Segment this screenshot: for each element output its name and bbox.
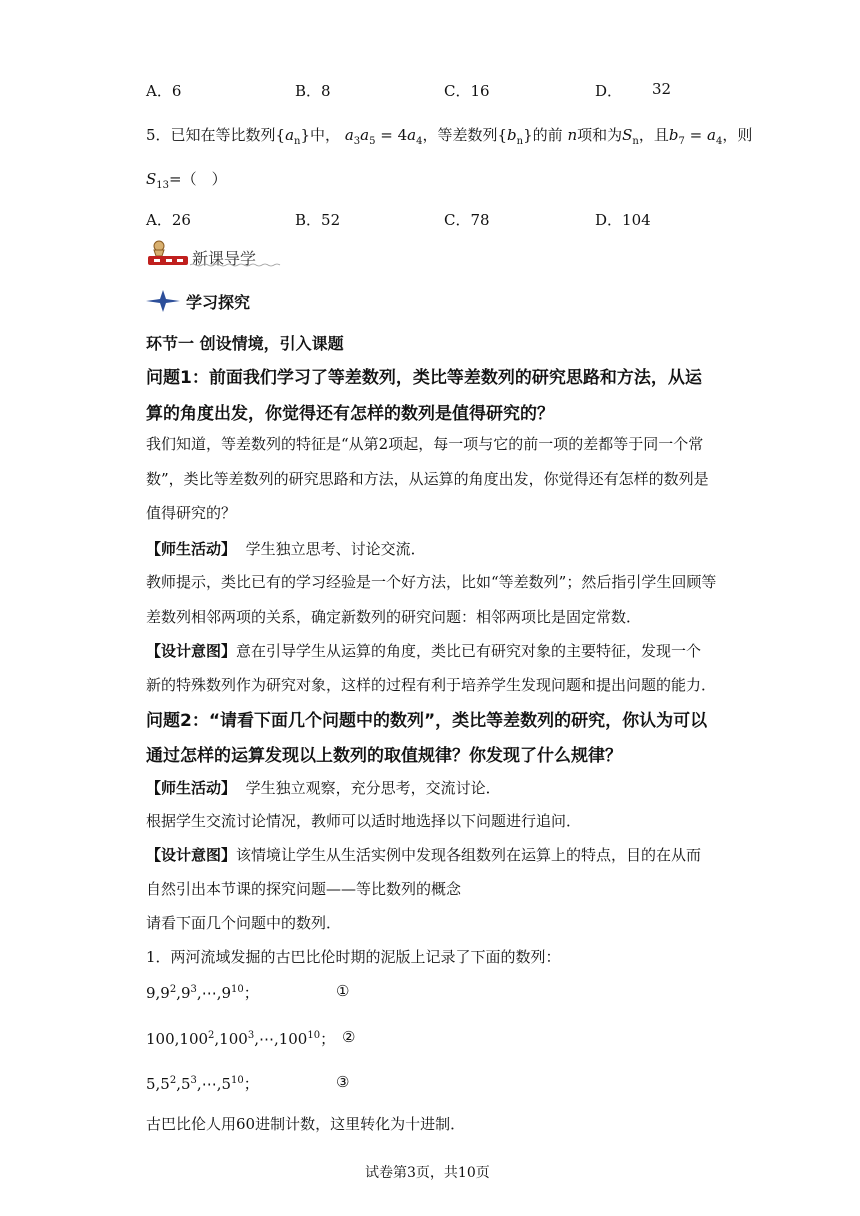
design-intent1-line1: 【设计意图】意在引导学生从运算的角度，类比已有研究对象的主要特征，发现一个 (146, 642, 702, 660)
design-intent1-line2: 新的特殊数列作为研究对象，这样的过程有利于培养学生发现问题和提出问题的能力． (146, 676, 717, 694)
question1-title-line1: 问题1：前面我们学习了等差数列，类比等差数列的研究思路和方法，从运 (146, 368, 702, 388)
banner-decoration-icon (146, 240, 190, 270)
banner-underline (190, 263, 282, 267)
design-intent2-line1: 【设计意图】该情境让学生从生活实例中发现各组数列在运算上的特点，目的在从而 (146, 846, 702, 864)
sequence3-mark: ③ (336, 1073, 350, 1091)
design-intent2-line2: 自然引出本节课的探究问题——等比数列的概念 (146, 880, 462, 898)
section-title: 学习探究 (186, 293, 251, 312)
q4-option-a: A．6 (146, 82, 182, 100)
paragraph1-line3: 值得研究的？ (146, 504, 237, 522)
sequence2-mark: ② (342, 1028, 356, 1046)
q5-stem: 5．已知在等比数列$\{a_n\}$中， $a_3a_5 = 4a_4$，等差数列$\{b_n\}$的前 n项和为$S_n$，且$b_7 = a_4$，则 (146, 126, 753, 147)
paragraph2-line1: 教师提示，类比已有的学习经验是一个好方法，比如“等差数列”；然后指引学生回顾等 (146, 573, 717, 591)
sequence1-mark: ① (336, 982, 350, 1000)
section-banner: 新课导学 (192, 249, 257, 268)
q5-stem-line2: $S_{13}=$（ ） (146, 170, 227, 191)
q5-option-c: C．78 (444, 211, 490, 229)
paragraph1-line2: 数”，类比等差数列的研究思路和方法，从运算的角度出发，你觉得还有怎样的数列是 (146, 470, 709, 488)
q5-option-a: A．26 (146, 211, 191, 229)
sequence2: 100,100$^2$,100$^3$,⋯,100$^{10}$； (146, 1030, 336, 1048)
activity2: 【师生活动】 学生独立观察，充分思考，交流讨论． (146, 779, 501, 797)
sequence3: $5,5^2,5^3,\cdots,5^{10}$； (146, 1075, 259, 1093)
q5-option-d: D．104 (595, 211, 651, 229)
activity1: 【师生活动】 学生独立思考、讨论交流． (146, 540, 426, 558)
paragraph3: 根据学生交流讨论情况，教师可以适时地选择以下问题进行追问． (146, 812, 582, 830)
star-icon (146, 290, 180, 312)
paragraph5: 古巴比伦人用60进制计数，这里转化为十进制． (146, 1115, 466, 1133)
page-footer: 试卷第3页，共10页 (365, 1165, 490, 1181)
q4-option-d-value: 32 (652, 80, 672, 98)
question2-title-line1: 问题2：“请看下面几个问题中的数列”，类比等差数列的研究，你认为可以 (146, 711, 708, 731)
q4-option-c: C．16 (444, 82, 490, 100)
paragraph1-line1: 我们知道，等差数列的特征是“从第2项起，每一项与它的前一项的差都等于同一个常 (146, 435, 704, 453)
link1-title: 环节一 创设情境，引入课题 (146, 334, 344, 353)
sequence1: $9,9^2,9^3,\cdots,9^{10}$； (146, 984, 259, 1002)
q5-option-b: B．52 (295, 211, 341, 229)
paragraph4: 请看下面几个问题中的数列． (146, 914, 342, 932)
q4-option-d: D． (595, 82, 623, 100)
item1: 1．两河流域发掘的古巴比伦时期的泥版上记录了下面的数列： (146, 948, 561, 966)
question1-title-line2: 算的角度出发，你觉得还有怎样的数列是值得研究的？ (146, 404, 554, 424)
paragraph2-line2: 差数列相邻两项的关系，确定新数列的研究问题：相邻两项比是固定常数． (146, 608, 642, 626)
q4-option-b: B．8 (295, 82, 331, 100)
question2-title-line2: 通过怎样的运算发现以上数列的取值规律？你发现了什么规律？ (146, 746, 622, 766)
